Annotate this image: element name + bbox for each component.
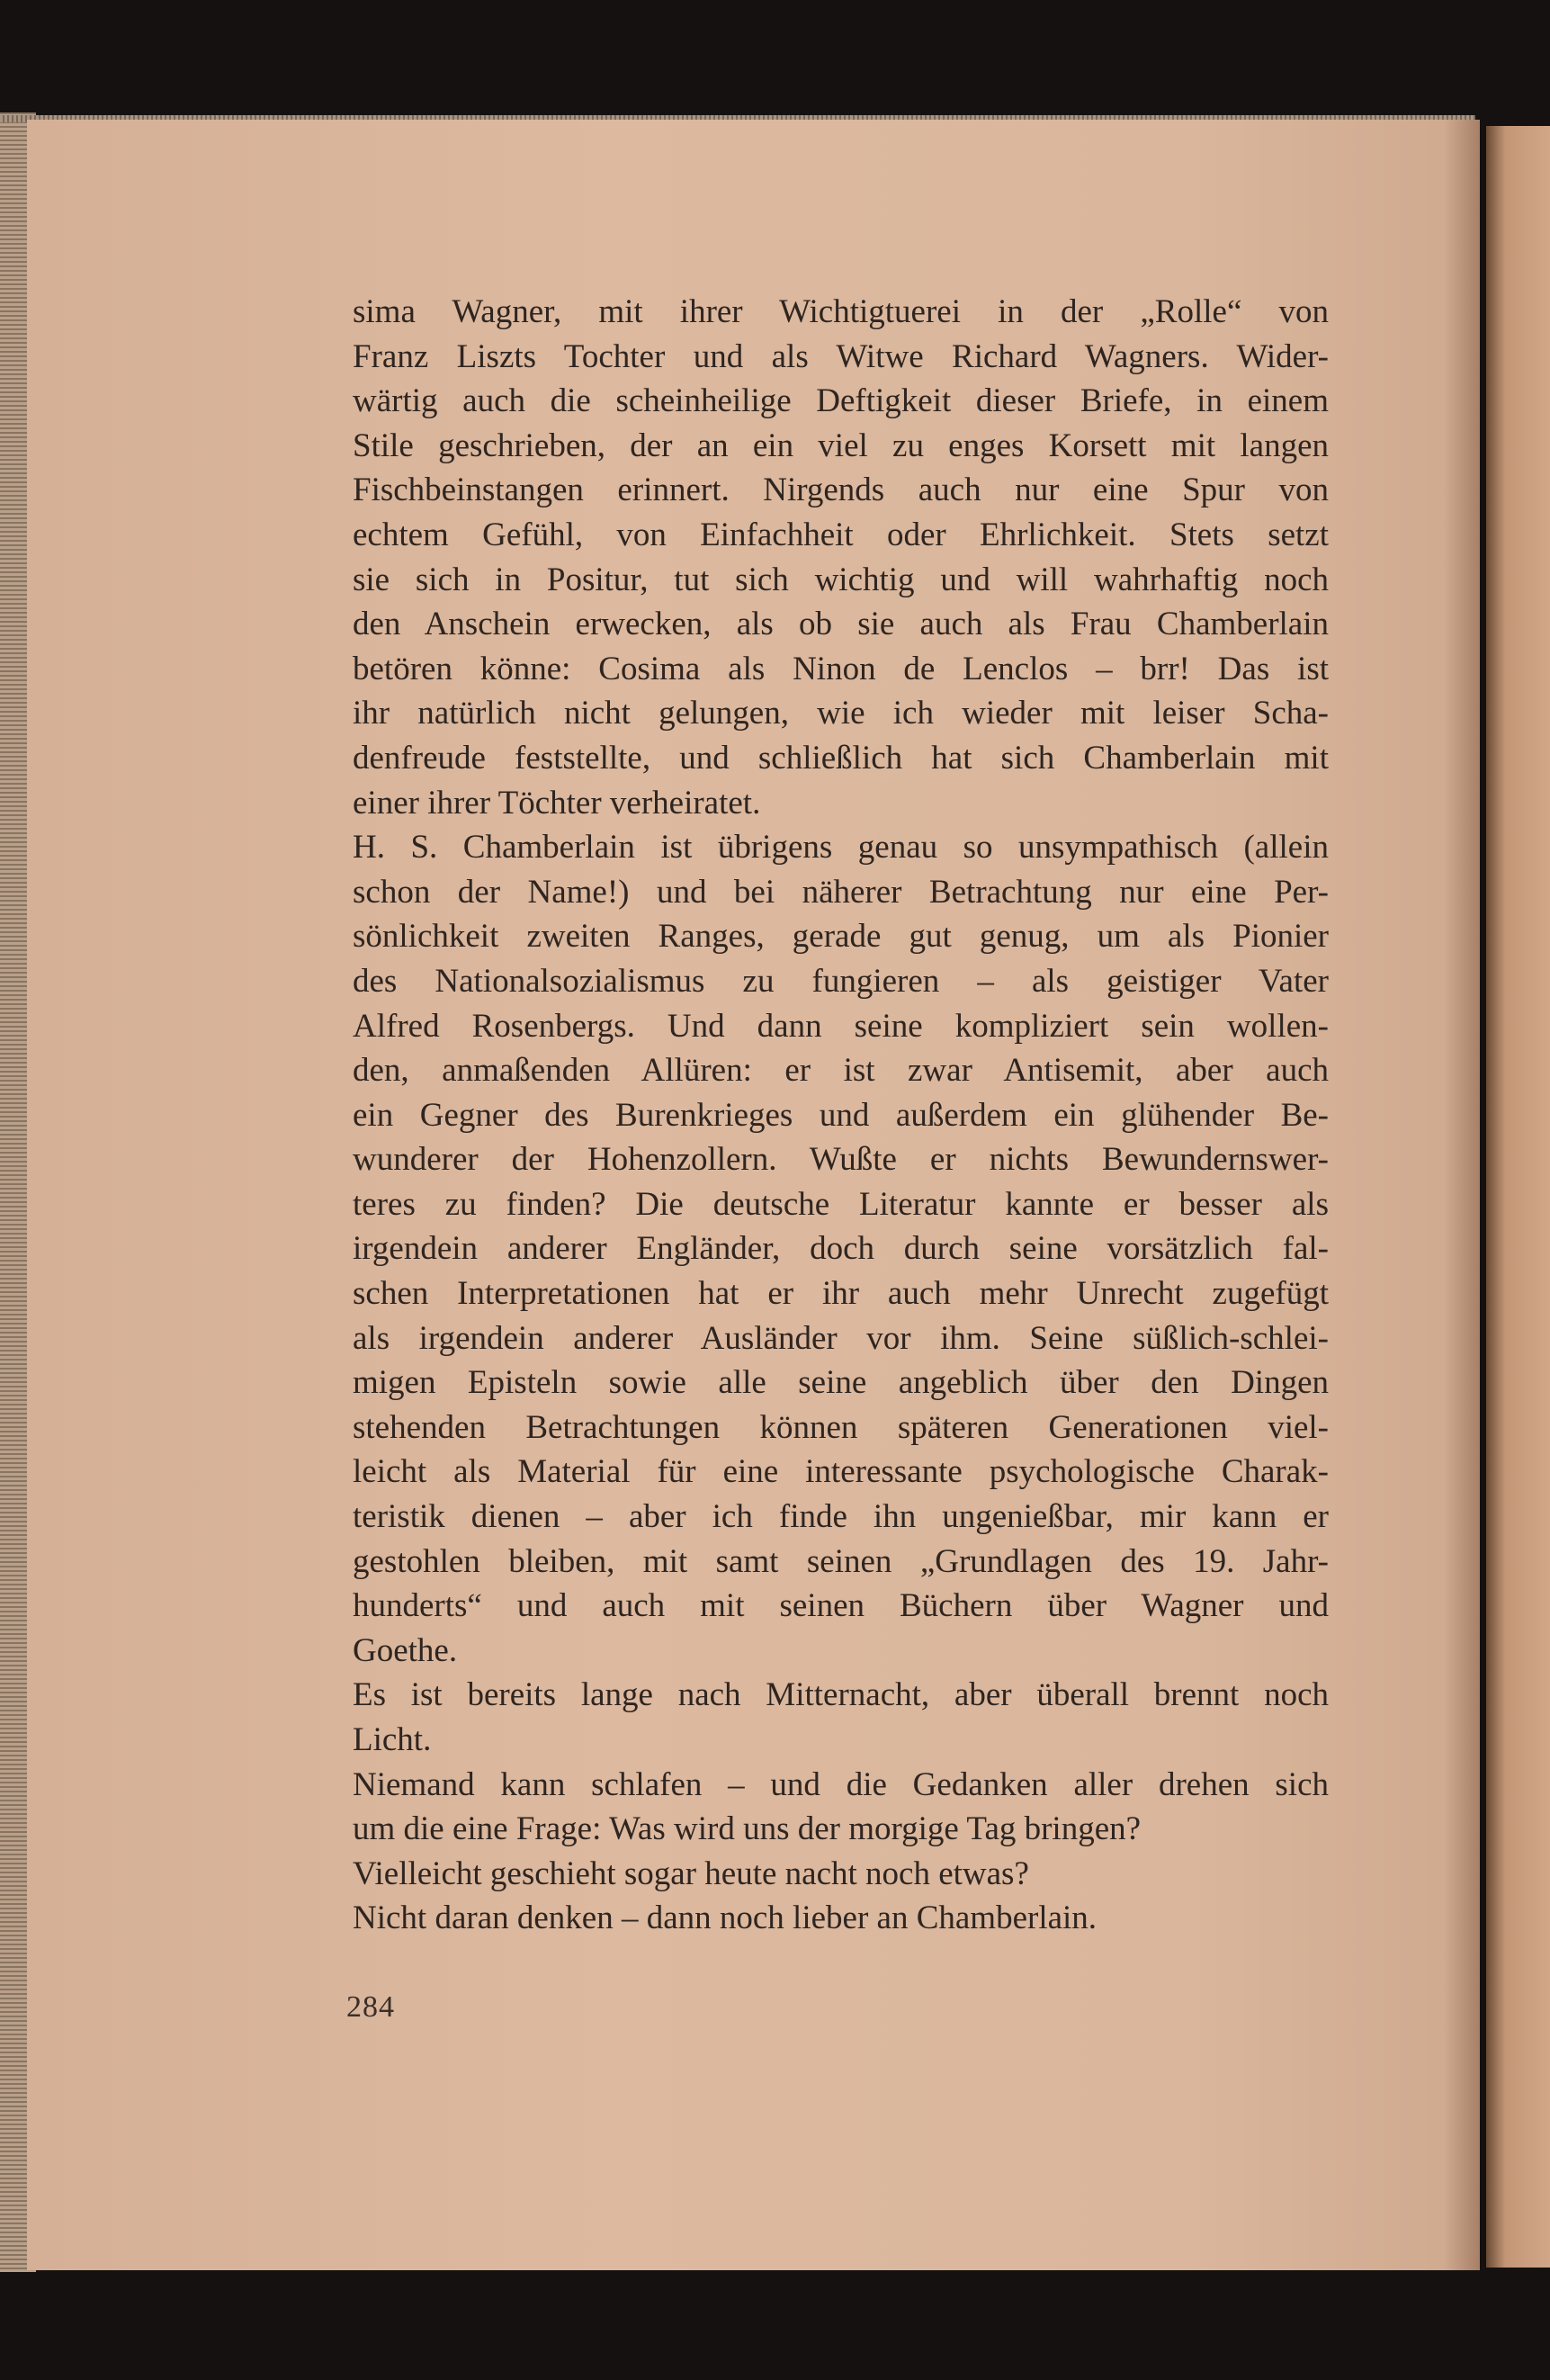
next-page-edge <box>1486 126 1550 2268</box>
text-line: schon der Name!) und bei näherer Betrachtung nur eine Per- <box>353 873 1329 911</box>
text-line: denfreude feststellte, und schließlich hat sich Chamberlain mit <box>353 739 1329 777</box>
text-line: Goethe. <box>353 1631 458 1669</box>
text-line: H. S. Chamberlain ist übrigens genau so unsympathisch (allein <box>353 829 1329 867</box>
text-line: Es ist bereits lange nach Mitternacht, aber überall brennt noch <box>353 1676 1329 1714</box>
text-line: den Anschein erwecken, als ob sie auch als Frau Chamberlain <box>353 606 1329 643</box>
text-line: sie sich in Positur, tut sich wichtig und will wahrhaftig noch <box>353 561 1329 598</box>
text-line: Vielleicht geschieht sogar heute nacht noch etwas? <box>353 1855 1029 1892</box>
text-line: des Nationalsozialismus zu fungieren – als geistiger Vater <box>353 962 1329 1000</box>
text-line: wunderer der Hohenzollern. Wußte er nichts Bewundernswer- <box>353 1141 1329 1179</box>
text-line: sönlichkeit zweiten Ranges, gerade gut genug, um als Pionier <box>353 918 1329 956</box>
text-line: hunderts“ und auch mit seinen Büchern über Wagner und <box>353 1587 1329 1625</box>
text-line: Franz Liszts Tochter und als Witwe Richard Wagners. Wider- <box>353 337 1329 375</box>
text-line: als irgendein anderer Ausländer vor ihm. Seine süßlich-schlei- <box>353 1319 1329 1357</box>
text-line: sima Wagner, mit ihrer Wichtigtuerei in der „Rolle“ von <box>353 293 1329 330</box>
text-line: den, anmaßenden Allüren: er ist zwar Antisemit, aber auch <box>353 1052 1329 1090</box>
text-line: Nicht daran denken – dann noch lieber an Chamberlain. <box>353 1900 1098 1937</box>
body-text <box>353 290 1329 1941</box>
text-line: einer ihrer Töchter verheiratet. <box>353 784 761 822</box>
text-line: stehenden Betrachtungen können späteren Generationen viel- <box>353 1408 1329 1446</box>
text-line: betören könne: Cosima als Ninon de Lenclos – brr! Das ist <box>353 650 1329 687</box>
text-line: um die eine Frage: Was wird uns der morgige Tag bringen? <box>353 1810 1142 1848</box>
text-line: teristik dienen – aber ich finde ihn ungenießbar, mir kann er <box>353 1498 1329 1536</box>
text-line: Stile geschrieben, der an ein viel zu enges Korsett mit langen <box>353 427 1329 464</box>
text-line: echtem Gefühl, von Einfachheit oder Ehrlichkeit. Stets setzt <box>353 516 1329 553</box>
text-line: migen Episteln sowie alle seine angeblich über den Dingen <box>353 1364 1329 1402</box>
text-line: schen Interpretationen hat er ihr auch mehr Unrecht zugefügt <box>353 1275 1329 1313</box>
text-line: Fischbeinstangen erinnert. Nirgends auch nur eine Spur von <box>353 472 1329 509</box>
page-number: 284 <box>346 1990 395 2024</box>
text-line: ein Gegner des Burenkrieges und außerdem ein glühender Be- <box>353 1096 1329 1134</box>
text-line: teres zu finden? Die deutsche Literatur kannte er besser als <box>353 1185 1329 1223</box>
text-line: Niemand kann schlafen – und die Gedanken aller drehen sich <box>353 1765 1329 1803</box>
text-line: ihr natürlich nicht gelungen, wie ich wieder mit leiser Scha- <box>353 695 1329 732</box>
text-line: Licht. <box>353 1721 432 1758</box>
text-line: Alfred Rosenbergs. Und dann seine kompliziert sein wollen- <box>353 1007 1329 1045</box>
text-line: gestohlen bleiben, mit samt seinen „Grundlagen des 19. Jahr- <box>353 1542 1329 1580</box>
text-line: irgendein anderer Engländer, doch durch seine vorsätzlich fal- <box>353 1230 1329 1268</box>
text-line: leicht als Material für eine interessante psychologische Charak- <box>353 1453 1329 1491</box>
text-line: wärtig auch die scheinheilige Deftigkeit dieser Briefe, in einem <box>353 382 1329 420</box>
